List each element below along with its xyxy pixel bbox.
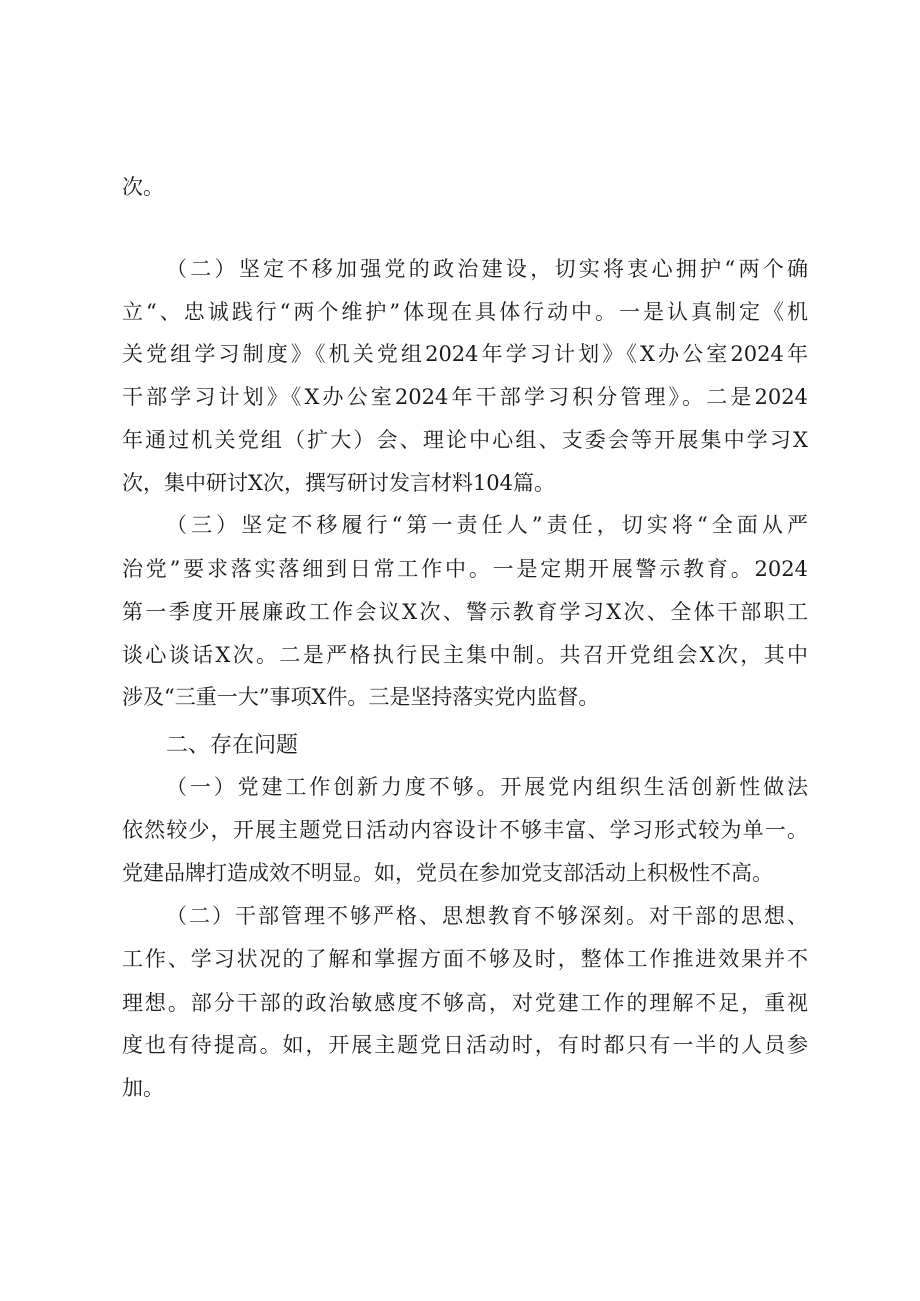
paragraph-line: 依然较少，开展主题党日活动内容设计不够丰富、学习形式较为单一。 [122,818,808,842]
paragraph-line: 干部学习计划》《X办公室2024年干部学习积分管理》。二是2024 [122,385,808,409]
paragraph-line: 关党组学习制度》《机关党组2024年学习计划》《X办公室2024年 [122,342,808,366]
paragraph-line: （三）坚定不移履行“第一责任人”责任，切实将“全面从严 [166,513,808,537]
paragraph-line: 度也有待提高。如，开展主题党日活动时，有时都只有一半的人员参 [122,1033,808,1057]
paragraph-line: 理想。部分干部的政治敏感度不够高，对党建工作的理解不足，重视 [122,991,808,1015]
paragraph-line: 加。 [122,1076,164,1100]
paragraph-line: 工作、学习状况的了解和掌握方面不够及时，整体工作推进效果并不 [122,947,808,971]
paragraph-line: （二）坚定不移加强党的政治建设，切实将衷心拥护“两个确 [166,257,808,281]
paragraph-line: 次，集中研讨X次，撰写研讨发言材料104篇。 [122,471,556,495]
paragraph-line: 年通过机关党组（扩大）会、理论中心组、支委会等开展集中学习X [122,428,808,452]
paragraph-line: 立“、忠诚践行“两个维护”体现在具体行动中。一是认真制定《机 [122,300,808,324]
paragraph-line: 涉及“三重一大”事项X件。三是坚持落实党内监督。 [122,685,600,709]
paragraph-line: 党建品牌打造成效不明显。如，党员在参加党支部活动上积极性不高。 [122,861,773,885]
paragraph-line: 第一季度开展廉政工作会议X次、警示教育学习X次、全体干部职工 [122,600,808,624]
section-heading: 二、存在问题 [166,733,299,758]
paragraph-line: 治党”要求落实落细到日常工作中。一是定期开展警示教育。2024 [122,557,808,581]
paragraph-line: （一）党建工作创新力度不够。开展党内组织生活创新性做法 [166,775,808,799]
paragraph-line: 谈心谈话X次。二是严格执行民主集中制。共召开党组会X次，其中 [122,643,808,667]
paragraph-line: （二）干部管理不够严格、思想教育不够深刻。对干部的思想、 [166,904,808,928]
paragraph-line: 次。 [122,175,164,199]
